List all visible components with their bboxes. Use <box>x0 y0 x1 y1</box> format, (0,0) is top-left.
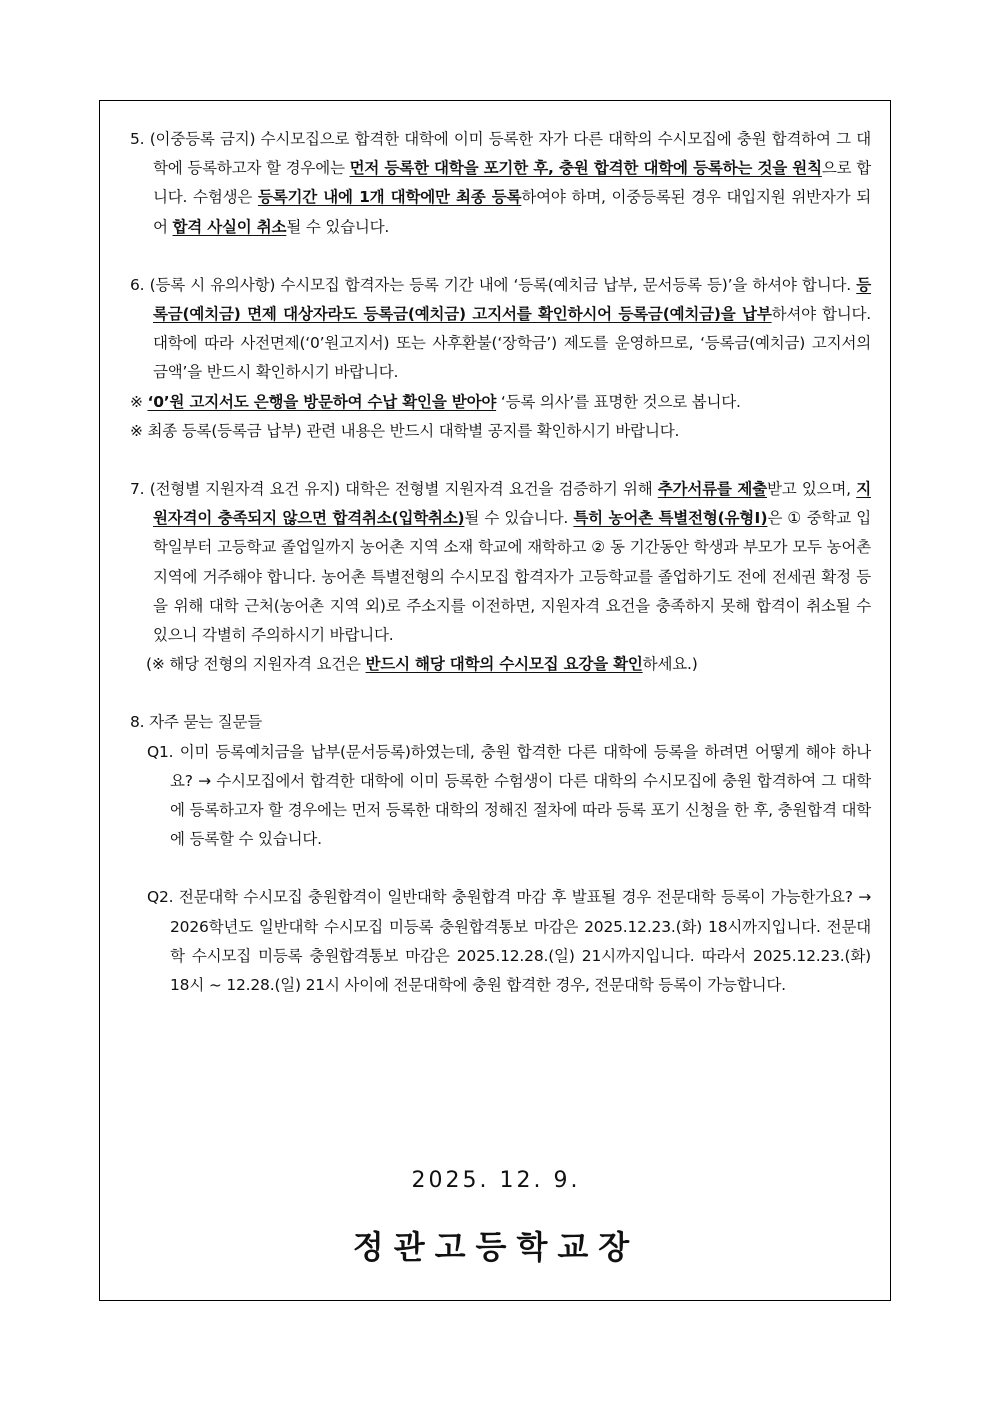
body-text: ※ <box>130 392 148 411</box>
section-7-note <box>130 650 871 679</box>
signer-name: 정관고등학교장 <box>352 1228 640 1266</box>
section-5 <box>130 125 871 242</box>
section-6-note-1 <box>130 388 871 417</box>
section-number: 5. <box>130 130 150 148</box>
body-text: 하여야 하며, 이중등록된 경우 대입지원 위반자가 되어 <box>153 188 871 236</box>
section-number: 7. <box>130 480 150 499</box>
emphasized-text: 합격 사실이 취소 <box>172 217 287 236</box>
faq-q1 <box>130 738 871 855</box>
section-8-heading <box>130 708 871 737</box>
emphasized-text: 등록금(예치금) 면제 대상자라도 등록금(예치금) 고지서를 확인하시어 등록금(예치금)을 납부 <box>153 275 871 324</box>
emphasized-text: 지원자격이 충족되지 않으면 합격취소(입학취소) <box>153 480 871 528</box>
faq-q2-text: 전문대학 수시모집 충원합격이 일반대학 충원합격 마감 후 발표될 경우 전문대학 등록이 가능한가요? → 2026학년도 일반대학 수시모집 미등록 충원합격통보 마감은 2025.12.23.(화) 18시까지입니다. 전문대학 수시모집 미등록 충원합격통보 마감은 2025.12.28.(일) 21시까지입니다. 따라서 2025.12.23.(화) 18시 ~ 12.28.(일) 21시 사이에 전문대학에 충원 합격한 경우, 전문대학 등록이 가능합니다. <box>170 888 871 995</box>
body-text: 은 ① 중학교 입학일부터 고등학교 졸업일까지 농어촌 지역 소재 학교에 재학하고 ② 동 기간동안 학생과 부모가 모두 농어촌 지역에 거주해야 합니다. 농어촌 특별전형의 수시모집 합격자가 고등학교를 졸업하기도 전에 전세권 확정 등을 위해 대학 근처(농어촌 지역 외)로 주소지를 이전하면, 지원자격 요건을 충족하지 못해 합격이 취소될 수 있으니 각별히 주의하시기 바랍니다. <box>153 509 872 645</box>
section-number: 6. <box>130 275 150 294</box>
emphasized-text: ‘0’원 고지서도 은행을 방문하여 수납 확인을 받아야 <box>147 392 497 411</box>
section-7 <box>130 475 871 650</box>
body-text: 될 수 있습니다. <box>464 509 574 528</box>
emphasized-text: 반드시 해당 대학의 수시모집 요강을 확인 <box>365 655 643 674</box>
body-text: 하셔야 합니다. 대학에 따라 사전면제(‘0’원고지서) 또는 사후환불(‘장학금’) 제도를 운영하므로, ‘등록금(예치금) 고지서의 금액’을 반드시 확인하시기 바랍니다. <box>153 305 872 382</box>
document-body <box>130 125 871 1000</box>
faq-q2-label: Q2. <box>147 888 174 907</box>
faq-q2 <box>130 883 871 1000</box>
document-date: 2025. 12. 9. <box>411 1168 581 1193</box>
body-text: (이중등록 금지) 수시모집으로 합격한 대학에 이미 등록한 자가 다른 대학의 수시모집에 충원 합격하여 그 대학에 등록하고자 할 경우에는 <box>149 130 871 178</box>
body-text: (등록 시 유의사항) 수시모집 합격자는 등록 기간 내에 ‘등록(예치금 납부, 문서등록 등)’을 하셔야 합니다. <box>149 275 857 294</box>
section-8-number: 8. <box>130 713 145 732</box>
body-text: ‘등록 의사’를 표명한 것으로 봅니다. <box>496 392 741 411</box>
body-text: (※ 해당 전형의 지원자격 요건은 <box>146 655 366 674</box>
body-text: 으로 합니다. 수험생은 <box>153 159 872 207</box>
body-text: 하세요.) <box>642 655 698 674</box>
emphasized-text: 특히 농어촌 특별전형(유형Ⅰ) <box>573 509 768 528</box>
emphasized-text: 등록기간 내에 1개 대학에만 최종 등록 <box>257 188 522 207</box>
body-text: 받고 있으며, <box>766 480 857 499</box>
section-6 <box>130 271 871 388</box>
section-8-title: 자주 묻는 질문들 <box>149 713 262 732</box>
body-text: (전형별 지원자격 요건 유지) 대학은 전형별 지원자격 요건을 검증하기 위해 <box>149 480 658 499</box>
section-6-note-2 <box>130 417 871 446</box>
emphasized-text: 추가서류를 제출 <box>657 480 767 499</box>
body-text: 될 수 있습니다. <box>286 217 390 236</box>
faq-q1-label: Q1. <box>147 742 174 761</box>
body-text: ※ 최종 등록(등록금 납부) 관련 내용은 반드시 대학별 공지를 확인하시기 바랍니다. <box>130 421 680 440</box>
emphasized-text: 먼저 등록한 대학을 포기한 후, 충원 합격한 대학에 등록하는 것을 원칙 <box>349 159 822 178</box>
faq-q1-text: 이미 등록예치금을 납부(문서등록)하였는데, 충원 합격한 다른 대학에 등록을 하려면 어떻게 해야 하나요? → 수시모집에서 합격한 대학에 이미 등록한 수험생이 다른 대학의 수시모집에 충원 합격하여 그 대학에 등록하고자 할 경우에는 먼저 등록한 대학의 정해진 절차에 따라 등록 포기 신청을 한 후, 충원합격 대학에 등록할 수 있습니다. <box>170 742 871 849</box>
